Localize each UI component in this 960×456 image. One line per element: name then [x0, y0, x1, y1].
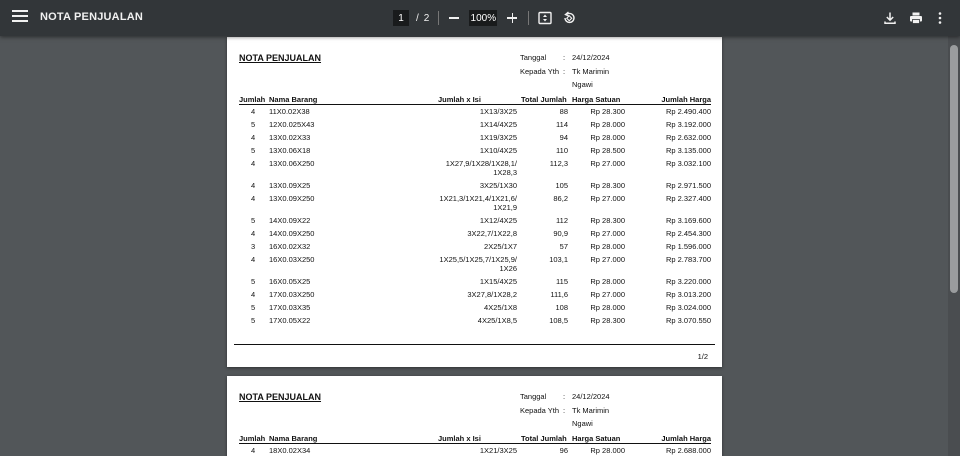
cell-jumlah: 5 — [251, 120, 256, 129]
cell-nama-barang: 17X0.03X35 — [269, 303, 311, 312]
cell-jumlah-isi: 1X25,5/1X25,7/1X25,9/ 1X26 — [439, 255, 517, 273]
cell-jumlah-harga: Rp 2.688.000 — [665, 446, 711, 455]
cell-total-jumlah: 112 — [556, 216, 568, 225]
cell-nama-barang: 13X0.09X25 — [269, 181, 311, 190]
cell-jumlah-harga: Rp 2.783.700 — [665, 255, 711, 264]
page-controls — [393, 9, 577, 27]
cell-jumlah-isi: 1X27,9/1X28/1X28,1/ 1X28,3 — [445, 159, 517, 177]
cell-nama-barang: 14X0.09X22 — [269, 216, 311, 225]
cell-jumlah: 4 — [251, 159, 256, 168]
header-harga-satuan: Harga Satuan — [572, 434, 621, 443]
cell-jumlah-isi: 1X21/3X25 — [479, 446, 517, 455]
pdf-page-2 — [227, 376, 722, 456]
cell-nama-barang: 16X0.02X32 — [269, 242, 311, 251]
cell-jumlah: 3 — [251, 242, 256, 251]
document-title: NOTA PENJUALAN — [40, 11, 144, 23]
cell-jumlah: 5 — [251, 303, 256, 312]
cell-harga-satuan: Rp 28.000 — [590, 446, 625, 455]
cell-total-jumlah: 111,6 — [550, 290, 568, 299]
cell-jumlah-isi: 1X14/4X25 — [479, 120, 517, 129]
cell-jumlah: 5 — [251, 316, 256, 325]
cell-jumlah-harga: Rp 3.192.000 — [665, 120, 711, 129]
cell-total-jumlah: 94 — [559, 133, 568, 142]
kepada-value: Tk Marimin — [572, 67, 610, 76]
header-total-jumlah: Total Jumlah — [521, 434, 567, 443]
header-jumlah-harga: Jumlah Harga — [661, 434, 711, 443]
cell-jumlah-isi: 1X10/4X25 — [479, 146, 517, 155]
tanggal-label: Tanggal — [520, 53, 547, 62]
cell-jumlah-harga: Rp 2.632.000 — [665, 133, 711, 142]
cell-jumlah-harga: Rp 3.220.000 — [665, 277, 711, 286]
cell-jumlah-harga: Rp 3.032.100 — [665, 159, 711, 168]
cell-total-jumlah: 86,2 — [553, 194, 568, 203]
cell-jumlah-isi: 4X25/1X8 — [484, 303, 517, 312]
cell-total-jumlah: 108 — [555, 303, 568, 312]
cell-harga-satuan: Rp 28.300 — [590, 107, 625, 116]
cell-harga-satuan: Rp 28.000 — [590, 303, 625, 312]
invoice-title: NOTA PENJUALAN — [239, 53, 322, 63]
header-harga-satuan: Harga Satuan — [572, 95, 621, 104]
cell-total-jumlah: 96 — [559, 446, 568, 455]
cell-nama-barang: 17X0.03X250 — [269, 290, 315, 299]
cell-jumlah-isi: 3X27,8/1X28,2 — [467, 290, 517, 299]
cell-nama-barang: 13X0.06X18 — [269, 146, 311, 155]
pdf-toolbar — [0, 0, 960, 36]
kepada-colon: : — [563, 406, 566, 415]
footer-divider — [234, 344, 715, 345]
cell-harga-satuan: Rp 27.000 — [590, 229, 625, 238]
cell-harga-satuan: Rp 28.300 — [590, 181, 625, 190]
cell-harga-satuan: Rp 28.300 — [590, 316, 625, 325]
cell-jumlah: 4 — [251, 446, 256, 455]
cell-jumlah: 4 — [251, 255, 256, 264]
header-jumlah: Jumlah — [239, 95, 266, 104]
cell-harga-satuan: Rp 27.000 — [590, 159, 625, 168]
header-jumlah-harga: Jumlah Harga — [661, 95, 711, 104]
cell-harga-satuan: Rp 28.300 — [590, 216, 625, 225]
cell-jumlah: 4 — [251, 194, 256, 203]
cell-nama-barang: 13X0.02X33 — [269, 133, 311, 142]
cell-harga-satuan: Rp 28.000 — [590, 242, 625, 251]
toolbar-divider — [528, 11, 529, 25]
zoom-input[interactable] — [469, 10, 497, 26]
header-divider — [239, 104, 711, 105]
print-icon[interactable] — [908, 10, 924, 26]
zoom-out-button[interactable] — [447, 11, 461, 25]
cell-jumlah: 4 — [251, 181, 256, 190]
cell-jumlah-isi: 1X12/4X25 — [479, 216, 517, 225]
scrollbar-thumb[interactable] — [950, 45, 958, 293]
cell-nama-barang: 13X0.06X250 — [269, 159, 315, 168]
header-jumlah-isi: Jumlah x Isi — [438, 434, 481, 443]
pdf-page-1 — [227, 37, 722, 367]
cell-total-jumlah: 112,3 — [549, 159, 568, 168]
kota-value: Ngawi — [572, 419, 593, 428]
cell-jumlah-isi: 4X25/1X8,5 — [477, 316, 517, 325]
rotate-icon[interactable] — [561, 10, 577, 26]
zoom-in-button[interactable] — [505, 11, 519, 25]
header-nama-barang: Nama Barang — [269, 434, 318, 443]
header-jumlah: Jumlah — [239, 434, 266, 443]
toolbar-divider — [438, 11, 439, 25]
cell-jumlah-harga: Rp 3.169.600 — [665, 216, 711, 225]
header-total-jumlah: Total Jumlah — [521, 95, 567, 104]
cell-total-jumlah: 57 — [559, 242, 568, 251]
header-nama-barang: Nama Barang — [269, 95, 318, 104]
cell-jumlah-harga: Rp 2.490.400 — [665, 107, 711, 116]
cell-jumlah-isi: 1X13/3X25 — [479, 107, 517, 116]
more-options-icon[interactable] — [932, 10, 948, 26]
kepada-value: Tk Marimin — [572, 406, 610, 415]
fit-page-icon[interactable] — [537, 10, 553, 26]
cell-total-jumlah: 108,5 — [549, 316, 568, 325]
cell-total-jumlah: 88 — [559, 107, 568, 116]
header-divider — [239, 443, 711, 444]
cell-jumlah-harga: Rp 2.327.400 — [665, 194, 711, 203]
tanggal-value: 24/12/2024 — [572, 392, 610, 401]
cell-harga-satuan: Rp 28.500 — [590, 146, 625, 155]
cell-jumlah-harga: Rp 2.971.500 — [665, 181, 711, 190]
cell-jumlah-harga: Rp 1.596.000 — [665, 242, 711, 251]
cell-jumlah-isi: 1X15/4X25 — [479, 277, 517, 286]
cell-jumlah-harga: Rp 3.013.200 — [665, 290, 711, 299]
kota-value: Ngawi — [572, 80, 593, 89]
cell-jumlah-isi: 3X25/1X30 — [479, 181, 517, 190]
cell-harga-satuan: Rp 27.000 — [590, 290, 625, 299]
cell-nama-barang: 14X0.09X250 — [269, 229, 315, 238]
cell-total-jumlah: 105 — [555, 181, 568, 190]
cell-harga-satuan: Rp 27.000 — [590, 194, 625, 203]
download-icon[interactable] — [882, 10, 898, 26]
toolbar-actions — [875, 10, 948, 26]
cell-harga-satuan: Rp 28.000 — [590, 277, 625, 286]
kepada-label: Kepada Yth — [520, 406, 560, 415]
cell-nama-barang: 16X0.05X25 — [269, 277, 311, 286]
cell-jumlah-isi: 1X19/3X25 — [479, 133, 517, 142]
cell-nama-barang: 17X0.05X22 — [269, 316, 311, 325]
cell-nama-barang: 12X0.025X43 — [269, 120, 315, 129]
cell-nama-barang: 11X0.02X38 — [269, 107, 310, 116]
cell-jumlah: 4 — [251, 229, 256, 238]
total-pages: 2 — [423, 12, 430, 24]
tanggal-colon: : — [563, 53, 566, 62]
cell-total-jumlah: 103,1 — [549, 255, 568, 264]
cell-jumlah-harga: Rp 3.024.000 — [665, 303, 711, 312]
header-jumlah-isi: Jumlah x Isi — [438, 95, 481, 104]
cell-nama-barang: 18X0.02X34 — [269, 446, 311, 455]
page-number: 1/2 — [697, 352, 708, 361]
cell-jumlah-harga: Rp 2.454.300 — [665, 229, 711, 238]
kepada-colon: : — [563, 67, 566, 76]
cell-jumlah-harga: Rp 3.070.550 — [665, 316, 711, 325]
cell-nama-barang: 13X0.09X250 — [269, 194, 315, 203]
cell-jumlah: 5 — [251, 216, 256, 225]
cell-harga-satuan: Rp 27.000 — [590, 255, 625, 264]
cell-jumlah: 4 — [251, 133, 256, 142]
cell-jumlah-isi: 1X21,3/1X21,4/1X21,6/ 1X21,9 — [439, 194, 517, 212]
cell-jumlah-isi: 3X22,7/1X22,8 — [467, 229, 517, 238]
page-separator: / — [416, 12, 419, 24]
tanggal-value: 24/12/2024 — [572, 53, 610, 62]
cell-jumlah: 4 — [251, 107, 256, 116]
cell-harga-satuan: Rp 28.000 — [590, 133, 625, 142]
invoice-title: NOTA PENJUALAN — [239, 392, 322, 402]
cell-jumlah: 5 — [251, 277, 256, 286]
cell-jumlah-harga: Rp 3.135.000 — [665, 146, 711, 155]
cell-total-jumlah: 110 — [556, 146, 568, 155]
cell-jumlah: 4 — [251, 290, 256, 299]
cell-harga-satuan: Rp 28.000 — [590, 120, 625, 129]
cell-jumlah: 5 — [251, 146, 256, 155]
tanggal-colon: : — [563, 392, 566, 401]
tanggal-label: Tanggal — [520, 392, 547, 401]
kepada-label: Kepada Yth — [520, 67, 560, 76]
menu-icon[interactable] — [12, 10, 28, 26]
cell-nama-barang: 16X0.03X250 — [269, 255, 315, 264]
cell-total-jumlah: 90,9 — [553, 229, 568, 238]
cell-total-jumlah: 115 — [556, 277, 568, 286]
page-number-input[interactable] — [393, 10, 409, 26]
cell-total-jumlah: 114 — [556, 120, 568, 129]
cell-jumlah-isi: 2X25/1X7 — [484, 242, 517, 251]
